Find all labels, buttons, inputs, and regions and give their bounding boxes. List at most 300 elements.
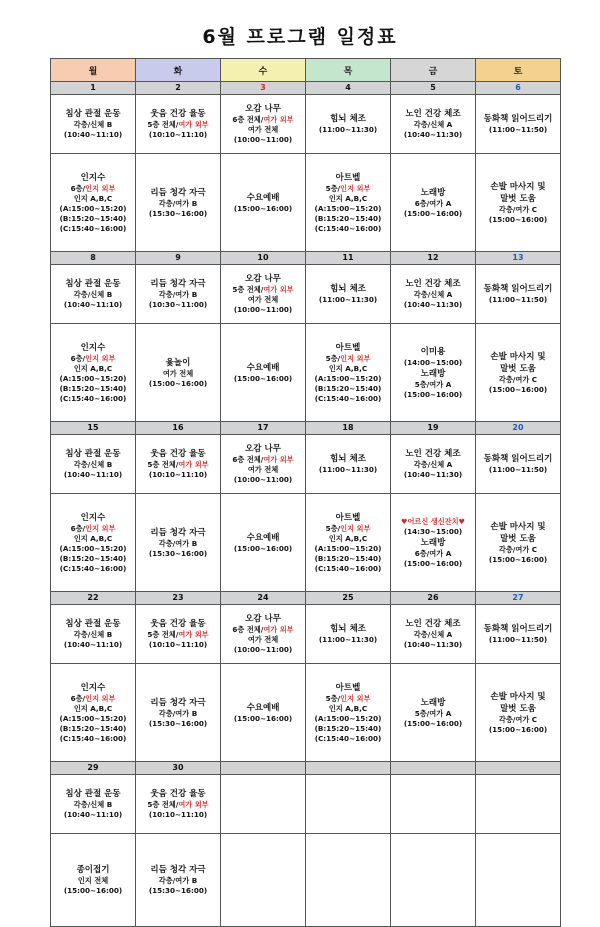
program-name	[136, 187, 220, 199]
program-text: (11:00~11:30)	[318, 125, 378, 134]
program-detail	[306, 354, 390, 364]
program-detail	[136, 130, 220, 140]
program-text: 말벗 도움	[500, 193, 536, 204]
program-name	[136, 864, 220, 876]
program-name	[51, 864, 135, 876]
program-cell	[136, 775, 221, 834]
program-text: 5층 전체/	[147, 800, 179, 809]
program-text: 여가 전체	[247, 125, 279, 134]
weekday-thu: 목	[306, 59, 391, 82]
program-text: 노래방	[420, 187, 446, 198]
program-detail	[136, 470, 220, 480]
date-cell: 23	[136, 592, 221, 605]
program-name	[476, 453, 560, 465]
program-highlight: 인지 외부	[340, 693, 371, 703]
program-detail	[391, 460, 475, 470]
program-name	[476, 363, 560, 375]
program-highlight: 인지 외부	[340, 183, 371, 193]
program-text: 말벗 도움	[500, 363, 536, 374]
program-text: 수요예배	[246, 532, 280, 543]
program-text: 인지수	[80, 172, 106, 183]
program-detail	[221, 635, 305, 645]
program-cell	[51, 834, 136, 927]
program-text: 종이접기	[76, 865, 110, 875]
date-cell: 17	[221, 422, 306, 435]
program-highlight: 인지 외부	[85, 693, 116, 703]
program-text: 각층/여가 C	[498, 544, 538, 554]
program-text: 노인 건강 체조	[405, 109, 461, 119]
program-text: (A:15:00~15:20)	[314, 713, 382, 723]
program-detail	[306, 714, 390, 724]
date-cell: 6	[476, 82, 561, 95]
program-detail	[221, 465, 305, 475]
program-detail	[136, 886, 220, 896]
program-name	[51, 512, 135, 524]
program-name	[476, 521, 560, 533]
program-cell	[391, 605, 476, 664]
program-name	[476, 351, 560, 363]
date-cell: 15	[51, 422, 136, 435]
program-text: (B:15:20~15:40)	[59, 553, 127, 563]
program-cell	[306, 95, 391, 154]
program-text: 오감 나무	[245, 274, 281, 284]
program-name	[306, 342, 390, 354]
program-text: (B:15:20~15:40)	[314, 723, 382, 733]
date-cell: 2	[136, 82, 221, 95]
program-detail	[51, 394, 135, 404]
date-cell	[391, 762, 476, 775]
program-text: 오감 나무	[245, 614, 281, 624]
program-name	[51, 788, 135, 800]
program-text: (B:15:20~15:40)	[314, 553, 382, 563]
program-text: 아트벨	[335, 342, 361, 353]
program-detail	[51, 800, 135, 810]
program-detail	[51, 524, 135, 534]
date-cell: 20	[476, 422, 561, 435]
program-cell	[51, 265, 136, 324]
program-text: (10:40~11:10)	[63, 640, 123, 649]
program-name	[476, 283, 560, 295]
program-detail	[391, 199, 475, 209]
program-text: 각층/여가 C	[498, 714, 538, 724]
program-detail	[476, 205, 560, 215]
program-cell	[391, 95, 476, 154]
program-text: 인지 A,B,C	[73, 533, 113, 543]
program-text: 5층 전체/	[147, 460, 179, 469]
program-detail	[391, 470, 475, 480]
program-text: (B:15:20~15:40)	[314, 383, 382, 393]
program-cell	[51, 664, 136, 762]
program-text: 수요예배	[246, 192, 280, 203]
program-detail	[136, 549, 220, 559]
program-text: (10:40~11:10)	[63, 300, 123, 309]
program-detail	[51, 184, 135, 194]
program-text: (10:00~11:00)	[233, 475, 293, 484]
program-detail	[391, 630, 475, 640]
program-cell	[391, 664, 476, 762]
program-detail	[136, 630, 220, 640]
program-text: (11:00~11:50)	[488, 295, 548, 304]
program-detail	[51, 734, 135, 744]
program-text: 인지 A,B,C	[328, 193, 368, 203]
program-cell	[476, 664, 561, 762]
program-text: 리듬 청각 자극	[150, 187, 206, 198]
program-text: (B:15:20~15:40)	[314, 213, 382, 223]
program-highlight: ♥어르신 생신잔치♥	[401, 516, 465, 526]
program-detail	[51, 354, 135, 364]
program-cell	[136, 834, 221, 927]
program-text: (A:15:00~15:20)	[314, 373, 382, 383]
program-cell	[391, 435, 476, 494]
program-text: 각층/여가 C	[498, 374, 538, 384]
program-text: (C:15:40~16:00)	[59, 563, 127, 573]
program-name	[476, 193, 560, 205]
program-text: 5층/	[325, 353, 341, 363]
program-text: 웃음 건강 율동	[150, 789, 206, 799]
program-cell	[221, 435, 306, 494]
program-name	[306, 172, 390, 184]
am-program-row	[51, 775, 561, 834]
schedule-body	[51, 82, 561, 927]
program-text: 손발 마사지 및	[490, 691, 546, 702]
program-cell	[51, 324, 136, 422]
program-text: 리듬 청각 자극	[150, 865, 206, 875]
program-text: (C:15:40~16:00)	[314, 733, 382, 743]
program-name	[51, 278, 135, 290]
program-detail	[476, 375, 560, 385]
program-text: 손발 마사지 및	[490, 181, 546, 192]
date-cell	[221, 762, 306, 775]
program-detail	[391, 390, 475, 400]
program-text: 아트벨	[335, 512, 361, 523]
program-detail	[476, 385, 560, 395]
program-name	[306, 453, 390, 465]
program-text: 노래방	[420, 368, 446, 379]
program-cell	[476, 435, 561, 494]
program-name	[391, 108, 475, 120]
program-name	[391, 278, 475, 290]
program-cell	[136, 95, 221, 154]
schedule-table	[50, 58, 561, 927]
program-text: 말벗 도움	[500, 703, 536, 714]
program-text: (15:00~16:00)	[148, 378, 208, 388]
program-text: 여가 전체	[247, 635, 279, 644]
program-text: 각층/신체 A	[413, 290, 453, 299]
program-cell	[306, 605, 391, 664]
program-detail	[136, 199, 220, 209]
program-text: (10:10~11:10)	[148, 640, 208, 649]
program-detail	[136, 369, 220, 379]
program-text: (10:30~11:00)	[148, 300, 208, 309]
program-name	[221, 532, 305, 544]
program-cell	[221, 605, 306, 664]
program-text: 힘뇌 체조	[330, 454, 366, 464]
program-text: 인지수	[80, 682, 106, 693]
program-text: 5층/	[325, 183, 341, 193]
program-detail	[306, 724, 390, 734]
program-text: 각층/신체 A	[413, 630, 453, 639]
program-name	[221, 443, 305, 455]
program-detail	[391, 130, 475, 140]
program-text: 힘뇌 체조	[330, 114, 366, 124]
program-text: (15:30~16:00)	[148, 718, 208, 728]
program-text: 각층/여가 B	[158, 290, 198, 299]
program-text: 5층/여가 A	[414, 708, 452, 718]
program-detail	[306, 564, 390, 574]
program-text: 인지수	[80, 512, 106, 523]
program-text: 손발 마사지 및	[490, 521, 546, 532]
program-text: 여가 전체	[247, 465, 279, 474]
date-cell: 12	[391, 252, 476, 265]
program-text: 침상 관절 운동	[65, 449, 121, 459]
program-text: 말벗 도움	[500, 533, 536, 544]
program-text: (10:40~11:10)	[63, 130, 123, 139]
date-row	[51, 82, 561, 95]
program-detail	[391, 300, 475, 310]
program-text: 각층/여가 B	[158, 708, 198, 718]
program-detail	[391, 358, 475, 368]
program-text: 수요예배	[246, 702, 280, 713]
program-cell	[221, 775, 306, 834]
program-text: (10:10~11:10)	[148, 130, 208, 139]
program-cell	[136, 494, 221, 592]
program-text: 5층/여가 A	[414, 379, 452, 389]
program-text: (A:15:00~15:20)	[59, 543, 127, 553]
program-text: 노인 건강 체조	[405, 279, 461, 289]
program-detail	[476, 215, 560, 225]
program-detail	[306, 364, 390, 374]
program-text: 오감 나무	[245, 444, 281, 454]
program-detail	[51, 810, 135, 820]
program-detail	[306, 204, 390, 214]
program-text: 6층/	[70, 353, 86, 363]
program-cell	[51, 95, 136, 154]
program-cell	[136, 265, 221, 324]
weekday-tue: 화	[136, 59, 221, 82]
date-cell: 1	[51, 82, 136, 95]
program-text: 힘뇌 체조	[330, 624, 366, 634]
program-name	[51, 108, 135, 120]
program-name	[221, 702, 305, 714]
program-text: (C:15:40~16:00)	[314, 563, 382, 573]
program-detail	[136, 300, 220, 310]
program-detail	[306, 224, 390, 234]
program-cell	[136, 605, 221, 664]
program-detail	[391, 290, 475, 300]
program-text: (15:30~16:00)	[148, 208, 208, 218]
program-detail	[306, 524, 390, 534]
program-text: 여가 전체	[247, 295, 279, 304]
program-text: 동화책 읽어드리기	[483, 624, 553, 634]
program-text: 노래방	[420, 537, 446, 548]
program-name	[391, 537, 475, 549]
program-cell	[391, 494, 476, 592]
program-cell	[306, 324, 391, 422]
program-cell	[221, 494, 306, 592]
program-text: (10:40~11:10)	[63, 470, 123, 479]
program-detail	[221, 714, 305, 724]
program-detail	[306, 194, 390, 204]
program-text: 각층/여가 B	[158, 876, 198, 885]
date-row	[51, 592, 561, 605]
program-text: 각층/신체 A	[413, 460, 453, 469]
program-text: (C:15:40~16:00)	[314, 393, 382, 403]
program-text: 5층/	[325, 523, 341, 533]
program-text: 인지 전체	[77, 876, 109, 885]
program-detail	[476, 635, 560, 645]
date-cell: 4	[306, 82, 391, 95]
date-cell: 22	[51, 592, 136, 605]
program-detail	[51, 694, 135, 704]
pm-program-row	[51, 324, 561, 422]
program-detail	[51, 564, 135, 574]
program-name	[221, 362, 305, 374]
program-cell	[51, 435, 136, 494]
program-text: 인지 A,B,C	[328, 363, 368, 373]
program-detail	[136, 290, 220, 300]
date-cell: 29	[51, 762, 136, 775]
program-text: (C:15:40~16:00)	[314, 223, 382, 233]
date-cell: 9	[136, 252, 221, 265]
pm-program-row	[51, 664, 561, 762]
program-detail	[306, 465, 390, 475]
date-cell: 18	[306, 422, 391, 435]
program-detail	[136, 379, 220, 389]
program-detail	[391, 709, 475, 719]
program-text: (15:00~16:00)	[403, 718, 463, 728]
date-row	[51, 422, 561, 435]
program-name	[306, 682, 390, 694]
program-text: (10:40~11:30)	[403, 470, 463, 479]
program-detail	[476, 555, 560, 565]
program-text: (11:00~11:50)	[488, 635, 548, 644]
program-detail	[221, 125, 305, 135]
program-detail	[51, 300, 135, 310]
program-cell	[391, 265, 476, 324]
program-name	[391, 187, 475, 199]
am-program-row	[51, 265, 561, 324]
program-cell	[221, 834, 306, 927]
program-highlight: 여가 외부	[178, 800, 209, 809]
program-text: (15:00~16:00)	[403, 389, 463, 399]
program-name	[51, 448, 135, 460]
program-detail	[136, 640, 220, 650]
program-text: 각층/신체 B	[73, 630, 113, 639]
program-name	[136, 788, 220, 800]
program-detail	[306, 394, 390, 404]
program-text: (A:15:00~15:20)	[59, 373, 127, 383]
program-detail	[51, 554, 135, 564]
program-text: (10:40~11:30)	[403, 640, 463, 649]
program-text: (15:00~16:00)	[233, 713, 293, 723]
program-detail	[221, 115, 305, 125]
pm-program-row	[51, 494, 561, 592]
program-text: 아트벨	[335, 682, 361, 693]
program-text: (15:00~16:00)	[233, 543, 293, 553]
program-cell	[136, 664, 221, 762]
date-cell: 19	[391, 422, 476, 435]
program-text: (B:15:20~15:40)	[59, 213, 127, 223]
program-cell	[391, 154, 476, 252]
program-detail	[51, 130, 135, 140]
program-detail	[391, 120, 475, 130]
program-text: 각층/여가 B	[158, 538, 198, 548]
program-cell	[51, 494, 136, 592]
program-highlight: 여가 외부	[263, 455, 294, 464]
program-detail	[306, 295, 390, 305]
program-cell	[306, 154, 391, 252]
program-cell	[306, 834, 391, 927]
program-text: (15:00~16:00)	[233, 373, 293, 383]
program-text: (15:30~16:00)	[148, 886, 208, 895]
program-highlight: 인지 외부	[340, 523, 371, 533]
program-text: 노인 건강 체조	[405, 619, 461, 629]
program-name	[306, 512, 390, 524]
weekday-mon: 월	[51, 59, 136, 82]
program-cell	[51, 775, 136, 834]
program-text: (10:40~11:30)	[403, 130, 463, 139]
program-text: 침상 관절 운동	[65, 279, 121, 289]
program-name	[221, 273, 305, 285]
program-name	[136, 108, 220, 120]
program-text: (15:00~16:00)	[488, 214, 548, 224]
date-row	[51, 252, 561, 265]
program-detail	[306, 374, 390, 384]
program-highlight: 인지 외부	[340, 353, 371, 363]
program-name	[51, 618, 135, 630]
program-detail	[306, 214, 390, 224]
program-detail	[391, 209, 475, 219]
program-name	[391, 368, 475, 380]
program-text: 5층 전체/	[232, 285, 264, 294]
program-cell	[221, 265, 306, 324]
program-text: 6층 전체/	[232, 625, 264, 634]
program-text: 오감 나무	[245, 104, 281, 114]
program-name	[51, 342, 135, 354]
program-detail	[51, 460, 135, 470]
date-cell: 26	[391, 592, 476, 605]
program-text: (A:15:00~15:20)	[59, 203, 127, 213]
program-text: 수요예배	[246, 362, 280, 373]
program-cell	[221, 324, 306, 422]
program-cell	[306, 435, 391, 494]
program-detail	[51, 204, 135, 214]
program-text: (11:00~11:30)	[318, 635, 378, 644]
program-text: 웃음 건강 율동	[150, 619, 206, 629]
program-highlight: 여가 외부	[263, 625, 294, 634]
program-detail	[221, 544, 305, 554]
program-text: (C:15:40~16:00)	[59, 733, 127, 743]
program-detail	[51, 544, 135, 554]
program-text: 인지수	[80, 342, 106, 353]
program-name	[221, 613, 305, 625]
program-detail	[51, 534, 135, 544]
program-name	[136, 697, 220, 709]
program-detail	[391, 640, 475, 650]
program-detail	[221, 135, 305, 145]
program-text: 리듬 청각 자극	[150, 697, 206, 708]
program-text: (C:15:40~16:00)	[59, 223, 127, 233]
program-detail	[51, 876, 135, 886]
program-text: (15:00~16:00)	[488, 384, 548, 394]
am-program-row	[51, 605, 561, 664]
date-cell: 30	[136, 762, 221, 775]
program-text: 5층 전체/	[147, 630, 179, 639]
program-detail	[51, 640, 135, 650]
program-text: (A:15:00~15:20)	[314, 543, 382, 553]
program-highlight: 여가 외부	[178, 460, 209, 469]
program-text: 6층 전체/	[232, 455, 264, 464]
